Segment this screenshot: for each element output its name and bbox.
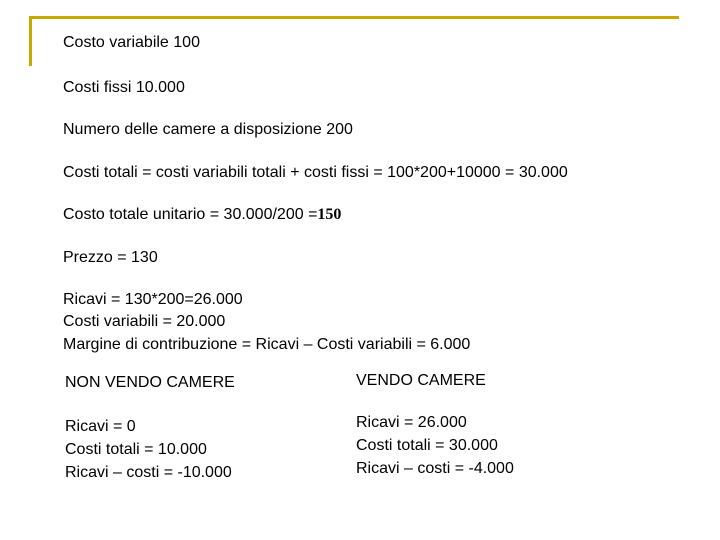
- costo-unitario-line: [63, 203, 341, 226]
- left-column-block: [65, 415, 232, 484]
- right-column-block: [356, 411, 514, 480]
- right-differenza: Ricavi – costi = -4.000: [356, 460, 514, 477]
- costo-variabile-line: Costo variabile 100: [63, 34, 200, 51]
- costo-unitario-label: Costo totale unitario = 30.000/200 =: [63, 206, 318, 223]
- costi-totali-line: Costi totali = costi variabili totali + costi fissi = 100*200+10000 = 30.000: [63, 164, 568, 181]
- costi-fissi-line: Costi fissi 10.000: [63, 79, 185, 96]
- prezzo-line: Prezzo = 130: [63, 249, 158, 266]
- right-costi-totali: Costi totali = 30.000: [356, 437, 498, 454]
- margine-line: Margine di contribuzione = Ricavi – Costi variabili = 6.000: [63, 336, 471, 353]
- costo-unitario-value: 150: [317, 206, 342, 223]
- numero-camere-line: Numero delle camere a disposizione 200: [63, 121, 353, 138]
- ricavi-line: Ricavi = 130*200=26.000: [63, 291, 243, 308]
- left-differenza: Ricavi – costi = -10.000: [65, 464, 232, 481]
- left-column-heading: NON VENDO CAMERE: [65, 374, 235, 391]
- right-ricavi: Ricavi = 26.000: [356, 414, 467, 431]
- left-costi-totali: Costi totali = 10.000: [65, 441, 207, 458]
- costi-variabili-line: Costi variabili = 20.000: [63, 313, 226, 330]
- right-column-heading: VENDO CAMERE: [356, 372, 486, 389]
- accent-frame-top: [29, 16, 679, 19]
- left-ricavi: Ricavi = 0: [65, 418, 136, 435]
- accent-frame-left: [29, 16, 32, 66]
